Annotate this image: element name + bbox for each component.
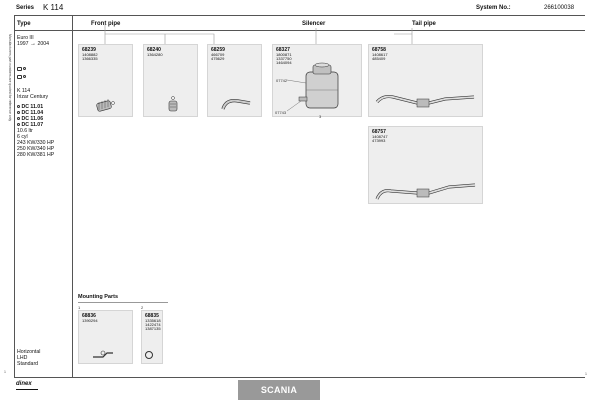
part-number: 68758 [372,47,386,53]
truck-icon [17,67,22,71]
oem-number: 1408617 [372,52,388,57]
orientation: Horizontal [17,349,41,355]
part-card-mounting-clamp[interactable] [141,310,163,364]
truck-icon [17,75,22,79]
part-number: 68327 [276,47,290,53]
part-number: 68835 [145,313,159,319]
model-name: K 114 [17,88,31,94]
axle-row-b [17,74,26,80]
part-card-mounting-bracket[interactable] [78,310,133,364]
oem-number: 1390294 [82,318,98,323]
left-border [14,15,15,377]
capacity: 10.6 ltr [17,128,33,134]
disclaimer-text: Manufacturers part numbers are quoted for reference only [8,34,12,122]
part-card-front-pipe-bend[interactable] [207,44,262,117]
axle-row-a [17,66,26,72]
logo-underline [16,389,38,390]
bracket-icon [79,311,134,365]
oem-number: 473993 [372,138,386,143]
oem-number: 485409 [372,56,386,61]
oem-number: 466709 [211,52,225,57]
oem-number: 475629 [211,56,225,61]
system-number-value: 266100038 [544,5,575,11]
callout-label: 07743 [275,110,287,115]
oem-number: 1366335 [82,56,98,61]
part-card-silencer[interactable] [272,44,362,117]
engine-row: DC 11.01 [17,104,43,110]
oem-number: 1337750 [276,56,292,61]
variant: Standard [17,361,39,367]
oem-number: 1335618 [145,318,161,323]
drive-side: LHD [17,355,28,361]
wheel-icon [23,67,26,70]
arrow-right-icon: → [30,41,36,47]
header-divider [14,15,585,16]
mounting-index: 1 [78,305,81,310]
power-rating: 250 KW/340 HP [17,146,55,152]
engine-icon [17,123,20,126]
part-number: 68239 [82,47,96,53]
engine-row: DC 11.07 [17,122,43,128]
oem-number: 1408882 [82,52,98,57]
tail-pipe-icon [369,127,484,205]
left-column-divider [72,15,73,377]
series-label: Series [16,5,35,11]
clamp-ring-icon [142,311,164,365]
power-rating: 243 KW/330 HP [17,140,55,146]
silencer-icon [273,45,363,118]
part-number: 68240 [147,47,161,53]
oem-number: 1364280 [147,52,163,57]
oem-number: 1464094 [276,60,292,65]
power-rating: 280 KW/381 HP [17,152,55,158]
series-value: K 114 [43,3,64,12]
brand-name: SCANIA [260,385,298,395]
mounting-index: 2 [141,305,144,310]
cylinders: 6 cyl [17,134,28,140]
page-number-left: 1 [4,370,6,374]
year-from: 1997 [17,41,29,47]
year-to: 2004 [37,41,49,47]
part-card-tail-pipe-a[interactable] [368,44,483,117]
oem-number: 1387135 [145,326,161,331]
header-connector-lines [72,24,512,46]
part-card-front-pipe-clamp[interactable] [143,44,198,117]
callout-label: 07742 [276,78,288,83]
part-card-front-pipe[interactable] [78,44,133,117]
mounting-divider [78,302,168,303]
year-range [17,41,49,47]
oem-number: 1422474 [145,322,161,327]
body-name: Irizar Century [17,94,49,100]
oem-number: 1408747 [372,134,388,139]
tail-pipe-heading: Tail pipe [412,21,436,27]
part-card-tail-pipe-b[interactable] [368,126,483,204]
system-number-label: System No.: [476,5,511,11]
part-number: 68757 [372,129,386,135]
engine-icon [17,105,20,108]
page-number-right: 1 [585,372,587,376]
dinex-logo: dinex [16,381,32,387]
engine-icon [17,111,20,114]
part-number: 68836 [82,313,96,319]
tail-pipe-icon [369,45,484,118]
bent-pipe-icon [208,45,263,118]
clamp-icon [144,45,199,118]
footer-divider [14,377,585,378]
engine-row: DC 11.06 [17,116,43,122]
mounting-parts-heading: Mounting Parts [78,294,119,300]
flex-pipe-icon [79,45,134,118]
engine-row: DC 11.04 [17,110,43,116]
emission-standard: Euro III [17,35,34,41]
oem-number: 1800871 [276,52,292,57]
part-number: 68259 [211,47,225,53]
silencer-heading: Silencer [302,21,326,27]
wheel-icon [23,75,26,78]
engine-icon [17,117,20,120]
front-pipe-heading: Front pipe [91,21,121,27]
type-label: Type [17,21,31,27]
callout-label: 3 [319,114,322,119]
